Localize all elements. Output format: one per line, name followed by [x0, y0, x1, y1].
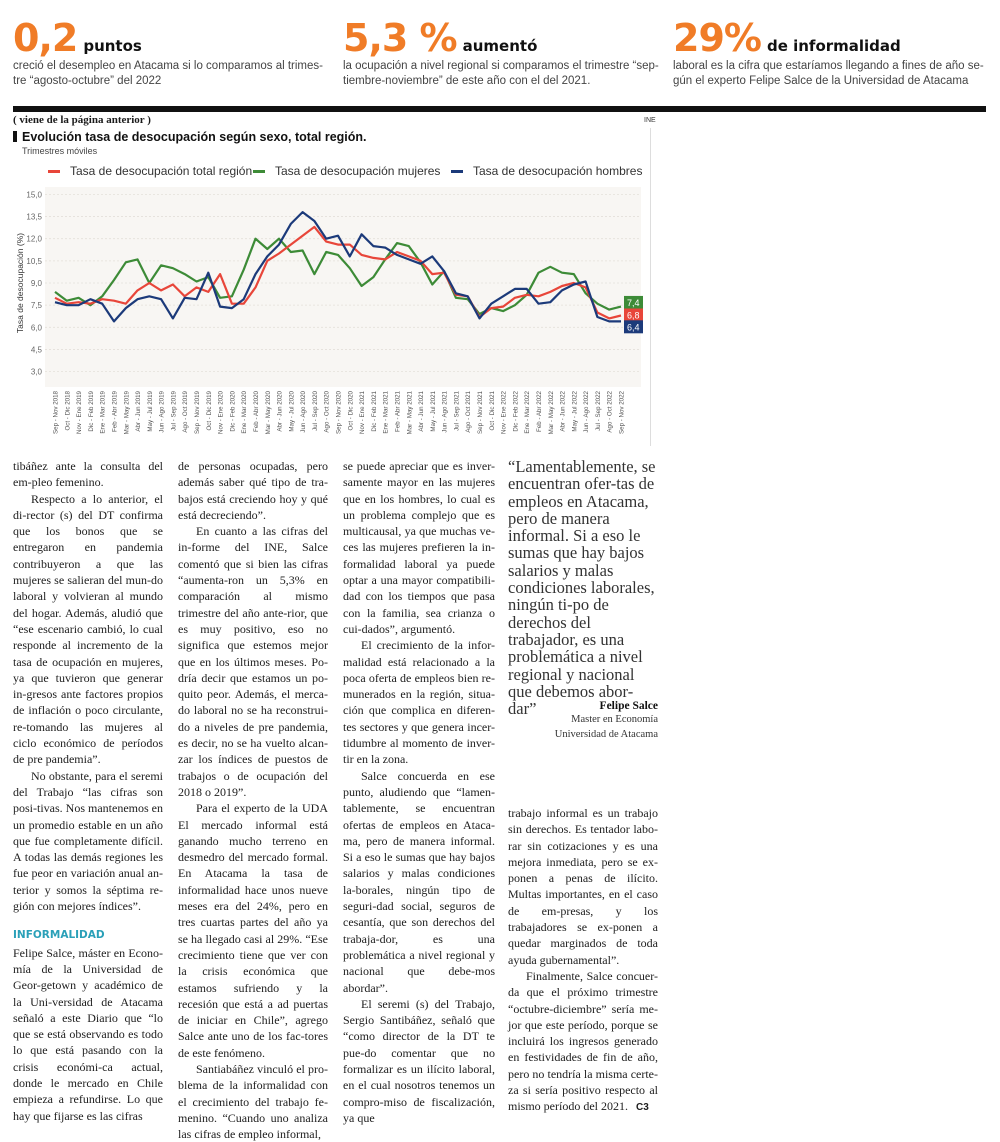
x-tick-label: Sep - Nov 2022	[618, 391, 626, 434]
pull-quote: “Lamentablemente, se encuentran ofer-tas de empleos en Atacama, pero de manera informal. Si a eso le sumas que hay bajos salarios y malas condiciones laborales, ningún ti-po de derechos del trabajador, es una problemática a nivel regional y nacional que debemos abor-dar”	[508, 457, 656, 719]
end-value-label: 7,4	[627, 297, 640, 308]
continued-note: ( viene de la página anterior )	[13, 114, 151, 126]
stat-value: 29%	[673, 16, 761, 60]
y-tick-label: 10,5	[26, 256, 42, 266]
stat-description: laboral es la cifra que estaríamos llegando a fines de año se-gún el experto Felipe Salce de la Universidad de Atacama	[673, 60, 984, 87]
y-tick-label: 6,0	[30, 323, 42, 333]
paragraph: El crecimiento de la infor-malidad está relacionado a la poca oferta de empleos bien re-munerados en la región, situa-ción que complica en diferen-tes sectores y que genera incer-tidumbre al momento de inver-tir en la zona.	[343, 638, 495, 767]
x-tick-label: Nov - Ene 2022	[500, 391, 508, 434]
x-tick-label: Feb - Abr 2022	[535, 391, 543, 432]
stat-word: de informalidad	[766, 37, 901, 55]
legend-swatch	[48, 170, 60, 173]
paragraph: Felipe Salce, máster en Econo-mía de la Universidad de Geor-getown y académico de la Uni-versidad de Atacama señaló a este Diario que “lo que se está observando es todo lo que está pasando con la crisis económi-ca actual, donde le mercado en Chile empieza a refundirse. Lo que hay que fijarse es las cifras	[13, 945, 163, 1123]
x-tick-label: Jun - Ago 2021	[441, 391, 449, 433]
x-tick-label: Abr - Jun 2020	[276, 391, 284, 432]
paragraph: Respecto a lo anterior, el di-rector (s) del DT confirma que los bonos que se entregaron en pandemia contribuyeron a que las mujeres se salieran del mun-do laboral y volvieran al mundo del hogar. Además, aludió que “ese escenario cambió, lo cual responde al incremento de la tasa de ocupación en mujeres, ya que tuvieron que generar in-gresos ante factores propios de inflación o poco circulante, re-tomando las mujeres al ciclo económico de períodos de pre pandemia”.	[13, 491, 163, 767]
x-tick-label: Jul - Sep 2021	[453, 391, 461, 431]
section-subheading: INFORMALIDAD	[13, 929, 105, 942]
y-tick-label: 7,5	[30, 301, 42, 311]
y-tick-label: 13,5	[26, 212, 42, 222]
x-tick-label: Oct - Dic 2019	[205, 391, 213, 431]
x-tick-label: May - Jul 2022	[571, 391, 579, 432]
paragraph: Santiabáñez vinculó el pro-blema de la informalidad con el crecimiento del trabajo fe-menino. “Cuando uno analiza las cifras de empleo informal,	[178, 1061, 328, 1142]
x-tick-label: Abr - Jun 2019	[135, 391, 143, 432]
stat-value: 0,2	[13, 16, 78, 60]
quote-affiliation: Universidad de Atacama	[554, 729, 658, 740]
y-tick-label: 12,0	[26, 234, 42, 244]
x-tick-label: Feb - Abr 2019	[111, 391, 119, 432]
legend-swatch	[253, 170, 265, 173]
x-tick-label: Nov - Ene 2021	[359, 391, 367, 434]
x-tick-label: Mar - May 2019	[123, 391, 131, 435]
paragraph: En cuanto a las cifras del in-forme del INE, Salce comentó que si bien las cifras “aumenta-ron un 5,3% en comparación al mismo trimestre del año ante-rior, que es muy positivo, eso no significa que estemos mejor que en los últimos meses. Po-dría decir que estamos un po-quito peor. Además, el merca-do laboral no se ha reconstrui-do a niveles de pre pandemia, es decir, no se ha vuelto alcan-zar los índices de puestos de trabajos o de ocupación del 2018 o 2019”.	[178, 524, 328, 799]
stat-description: creció el desempleo en Atacama si lo comparamos al trimes-tre “agosto-octubre” del 2022	[13, 60, 323, 87]
x-tick-label: Sep - Nov 2018	[52, 391, 60, 434]
paragraph: de personas ocupadas, pero además saber qué tipo de tra-bajos está creciendo hoy y qué está decreciendo”.	[178, 459, 328, 522]
x-tick-label: Jul - Sep 2022	[594, 391, 602, 431]
stat-block-informalidad	[673, 18, 993, 89]
unemployment-chart	[13, 128, 664, 446]
x-tick-label: Oct - Dic 2018	[64, 391, 72, 431]
paragraph: trabajo informal es un trabajo sin derechos. Es tentador labo-rar sin cotizaciones y es una mejora inmediata, pero se ex-ponen a penas de ilícito. Multas importantes, en el caso de em-presas, y los trabajadores se ex-ponen a quedar marginados de toda ayuda gubernamental”.	[508, 806, 658, 967]
y-tick-label: 9,0	[30, 279, 42, 288]
stat-word: aumentó	[462, 37, 538, 55]
stat-block-desempleo	[13, 18, 333, 89]
paragraph: Salce concuerda en ese punto, aludiendo que “lamen-tablemente, se encuentran ofertas de empleos en Ataca-ma, pero de manera informal. Si a eso le sumas que hay bajos salarios y malas condiciones la-borales, ningún tipo de seguri-dad social, seguros de cesantía, que son derechos del trabaja-dor, es una problemática a nivel regional y nacional que debe-mos abordar”.	[343, 768, 495, 995]
article-column-3	[343, 458, 495, 1126]
quote-author: Felipe Salce	[599, 700, 658, 712]
x-tick-label: Nov - Ene 2019	[76, 391, 84, 434]
y-tick-label: 3,0	[30, 367, 42, 377]
x-tick-label: Feb - Abr 2020	[252, 391, 260, 432]
x-tick-label: Nov - Ene 2020	[217, 391, 225, 434]
end-mark-icon: C3	[636, 1102, 649, 1114]
y-tick-label: 15,0	[26, 190, 42, 200]
y-axis-label: Tasa de desocupación (%)	[15, 232, 25, 334]
legend-label: Tasa de desocupación mujeres	[275, 164, 441, 178]
stat-word: puntos	[83, 37, 142, 55]
chart-title-text: Evolución tasa de desocupación según sexo, total región.	[22, 130, 367, 144]
title-marker	[13, 131, 17, 142]
chart-source: INE	[644, 117, 656, 124]
x-tick-label: May - Jul 2021	[429, 391, 437, 432]
x-tick-label: Dic - Feb 2021	[370, 391, 378, 432]
chart-subtitle: Trimestres móviles	[22, 146, 98, 156]
x-tick-label: Mar - May 2022	[547, 391, 555, 435]
pull-quote-attribution	[508, 700, 658, 742]
y-tick-label: 4,5	[30, 345, 42, 355]
chart-title	[13, 130, 367, 144]
stat-description: la ocupación a nivel regional si comparamos el trimestre “sep-tiembre-noviembre” de este año con el del 2021.	[343, 60, 659, 87]
paragraph: se puede apreciar que es inver-samente mayor en las mujeres que en los hombres, lo cual es un problema complejo que es multicausal, ya que muchas ve-ces las mujeres prefieren la in-formalidad laboral ya puede optar a una mayor compatibili-dad con los tiempos que pasa con la familia, sea crianza o cui-dados”, argumentó.	[343, 459, 495, 636]
paragraph	[508, 968, 658, 1117]
x-tick-label: Feb - Abr 2021	[394, 391, 402, 432]
paragraph: No obstante, para el seremi del Trabajo “las cifras son posi-tivas. Nos mantenemos en un promedio estable en un año que fue completamente difícil. A todas las demás regiones les fue peor en variación anual an-terior y somos la séptima re-gión con mejores índices”.	[13, 768, 163, 914]
end-value-label: 6,8	[627, 310, 640, 321]
legend-item-total	[48, 164, 252, 178]
stat-block-ocupacion	[343, 18, 663, 89]
x-tick-label: Ago - Oct 2021	[465, 391, 473, 433]
x-tick-label: Ago - Oct 2022	[606, 391, 614, 433]
paragraph: El seremi (s) del Trabajo, Sergio Santibáñez, señaló que “como director de la DT te pue-do comentar que no formalizar es un ilícito laboral, en el cual nosotros tenemos un compro-miso de fiscalización, ya que	[343, 996, 495, 1125]
paragraph: tibáñez ante la consulta del em-pleo femenino.	[13, 459, 163, 490]
x-tick-label: Sep - Nov 2021	[477, 391, 484, 434]
x-tick-label: Mar - May 2021	[406, 391, 414, 435]
x-tick-label: Jul - Sep 2020	[311, 391, 319, 431]
paragraph: Para el experto de la UDA El mercado informal está ganando mucho terreno en desmedro del mercado formal. En Atacama la tasa de informalidad hace unos nueve meses era del 24%, pero en tres cuartas partes del año ya se ha llegado casi al 29%. “Ese crecimiento tiene que ver con la crisis económica que estamos sufriendo y la recesión que está a ad puertas de iniciar en Chile”, agrego Salce ante uno de los fac-tores de este fenómeno.	[178, 801, 328, 1060]
end-value-label: 6,4	[627, 322, 640, 333]
x-tick-label: Ene - Mar 2021	[382, 391, 390, 434]
line-chart-plot	[13, 183, 664, 446]
x-tick-label: Ene - Mar 2019	[99, 391, 107, 434]
paragraph-text: Finalmente, Salce concuer-da que el próximo trimestre “octubre-diciembre” sería me-jor que este período, porque se incluirá los ingresos generado en festividades de fin de año, pero no tendría la misma certe-za si sería positivo respecto al mismo período del 2021.	[508, 968, 658, 1114]
chart-border	[650, 128, 651, 446]
legend-label: Tasa de desocupación hombres	[473, 164, 643, 178]
x-tick-label: Sep - Nov 2019	[194, 391, 201, 434]
x-tick-label: Ene - Mar 2022	[524, 391, 532, 434]
x-tick-label: Sep - Nov 2020	[335, 391, 343, 434]
stat-value: 5,3 %	[343, 16, 457, 60]
x-tick-label: May - Jul 2019	[146, 391, 154, 432]
x-tick-label: Ago - Oct 2020	[323, 391, 331, 433]
legend-swatch	[451, 170, 463, 173]
x-tick-label: Jun - Ago 2020	[300, 391, 308, 433]
x-tick-label: Jun - Ago 2019	[158, 391, 166, 433]
x-tick-label: Oct - Dic 2020	[347, 391, 355, 431]
x-tick-label: Dic - Feb 2022	[512, 391, 520, 432]
x-tick-label: May - Jul 2020	[288, 391, 296, 432]
section-divider	[13, 106, 986, 112]
x-tick-label: Oct - Dic 2021	[488, 391, 496, 431]
article-column-4	[508, 805, 658, 1117]
legend-item-hombres	[451, 164, 642, 178]
quote-role: Master en Economía	[571, 714, 658, 725]
article-column-1	[13, 458, 163, 1124]
x-tick-label: Ene - Mar 2020	[241, 391, 249, 434]
x-tick-label: Abr - Jun 2022	[559, 391, 567, 432]
x-tick-label: Jun - Ago 2022	[583, 391, 591, 433]
plot-background	[45, 187, 641, 387]
x-tick-label: Mar - May 2020	[264, 391, 272, 435]
x-tick-label: Abr - Jun 2021	[418, 391, 426, 432]
x-tick-label: Ago - Oct 2019	[182, 391, 190, 433]
x-tick-label: Jul - Sep 2019	[170, 391, 178, 431]
legend-item-mujeres	[253, 164, 440, 178]
x-tick-label: Dic - Feb 2019	[87, 391, 95, 432]
x-tick-label: Dic - Feb 2020	[229, 391, 237, 432]
article-column-2	[178, 458, 328, 1142]
legend-label: Tasa de desocupación total región	[70, 164, 253, 178]
